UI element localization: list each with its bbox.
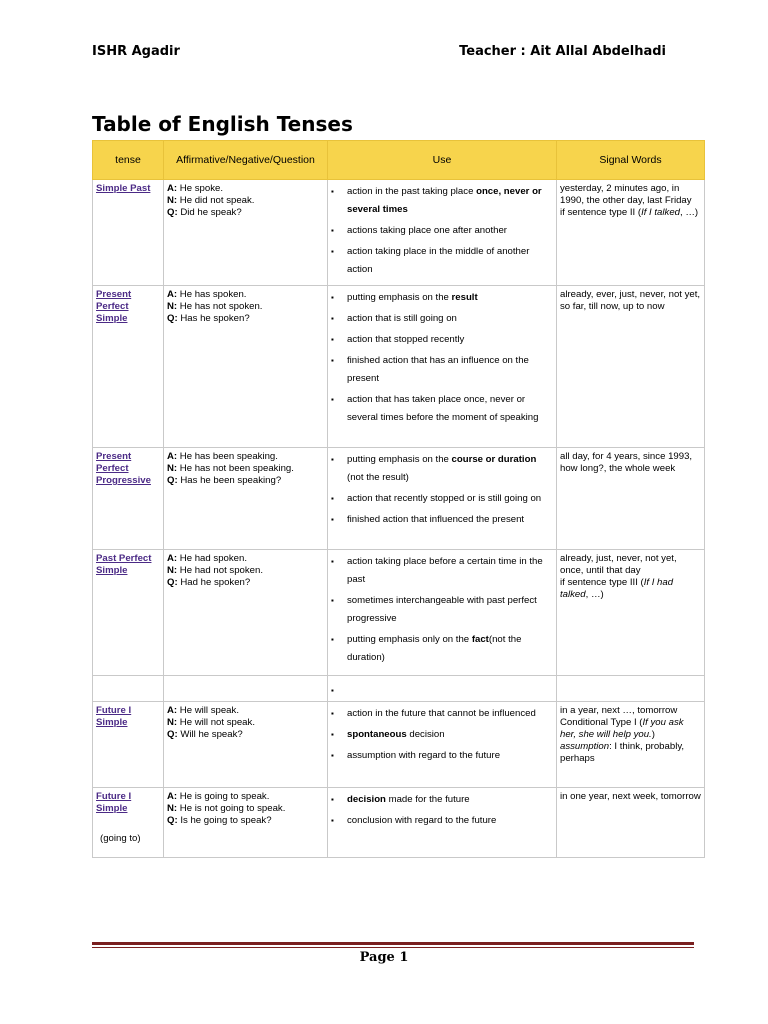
table-row [93,550,705,676]
forms-cell [164,180,328,286]
table-header-row [93,141,705,180]
form-line [167,577,324,589]
form-line [167,815,324,827]
use-emphasis: course or duration [451,454,537,465]
tense-note: (going to) [100,833,141,844]
signal-conditional-label: Conditional Type I ( [560,717,643,728]
tense-link[interactable]: Present Perfect Progressive [96,451,151,486]
signal-cell [557,676,705,702]
forms-cell [164,676,328,702]
use-item [331,705,553,723]
use-text: action taking place before a certain time in the past [347,556,543,585]
form-label: Q: [167,815,178,826]
signal-assumption [560,741,701,765]
signal-cell [557,448,705,550]
column-header-use: Use [328,141,557,180]
signal-words: yesterday, 2 minutes ago, in 1990, the other day, last Friday [560,183,692,206]
use-text: putting emphasis only on the [347,634,472,645]
form-line [167,705,324,717]
form-text: He is going to speak. [179,791,270,802]
form-line [167,717,324,729]
form-text: Had he spoken? [180,577,251,588]
form-text: He is not going to speak. [179,803,286,814]
forms-cell [164,788,328,858]
tense-link[interactable]: Past Perfect Simple [96,553,152,576]
signal-assumption-label: assumption [560,741,610,752]
signal-conditional-label: if sentence type II ( [560,207,642,218]
use-emphasis: decision [347,794,386,805]
use-item [331,352,553,388]
use-list [331,289,553,427]
signal-words: in a year, next …, tomorrow [560,705,678,716]
table-row [93,788,705,858]
table-row [93,286,705,448]
signal-conditional-end: , …) [585,589,604,600]
table-row [93,448,705,550]
forms-cell [164,448,328,550]
use-text: assumption with regard to the future [347,750,501,761]
signal-cell [557,286,705,448]
signal-words: all day, for 4 years, since 1993, how long?, the whole week [560,451,693,474]
page-number: Page 1 [359,950,409,965]
form-label: Q: [167,207,178,218]
form-line [167,195,324,207]
use-list [331,705,553,765]
signal-cell [557,788,705,858]
use-item [331,243,553,279]
use-item [331,747,553,765]
use-text: finished action that influenced the present [347,514,525,525]
form-line [167,463,324,475]
form-line [167,207,324,219]
form-text: Did he speak? [180,207,242,218]
use-text: action that has taken place once, never or several times before the moment of speaking [347,394,539,423]
form-text: He has spoken. [179,289,247,300]
use-cell [328,448,557,550]
column-header-forms: Affirmative/Negative/Question [164,141,328,180]
footer-rule-thin [92,947,694,948]
use-item [331,490,553,508]
use-list [331,553,553,667]
forms-cell [164,550,328,676]
form-text: He had not spoken. [179,565,264,576]
form-text: He had spoken. [179,553,247,564]
tense-cell [93,448,164,550]
use-item [331,631,553,667]
tense-cell [93,550,164,676]
form-line [167,301,324,313]
use-item [331,289,553,307]
use-item [331,791,553,809]
use-text: action that recently stopped or is still going on [347,493,542,504]
use-text-tail: (not the result) [347,472,409,483]
column-header-signal: Signal Words [557,141,705,180]
tense-link[interactable]: Future I Simple [96,791,132,814]
form-text: He has not spoken. [179,301,263,312]
form-label: A: [167,289,178,300]
use-emphasis: once, never or several times [347,186,542,215]
use-text: actions taking place one after another [347,225,508,236]
tense-cell [93,180,164,286]
form-label: A: [167,705,178,716]
tense-cell [93,286,164,448]
signal-cell [557,550,705,676]
use-item [331,812,553,830]
use-cell [328,788,557,858]
tenses-table [92,140,705,858]
footer-rule [92,942,694,945]
tense-cell [93,702,164,788]
form-line [167,451,324,463]
form-label: A: [167,553,178,564]
tense-link[interactable]: Future I Simple [96,705,132,728]
form-label: N: [167,463,178,474]
form-text: He spoke. [179,183,223,194]
use-text: putting emphasis on the [347,454,452,465]
forms-cell [164,286,328,448]
use-list [331,791,553,830]
signal-conditional [560,717,701,741]
form-text: Will he speak? [180,729,243,740]
table-row [93,702,705,788]
form-label: Q: [167,729,178,740]
form-text: Is he going to speak? [180,815,272,826]
use-cell [328,702,557,788]
signal-assumption-text: : I think, probably, perhaps [560,741,685,764]
use-text: action taking place in the middle of another action [347,246,530,275]
signal-conditional [560,577,701,601]
signal-words: in one year, next week, tomorrow [560,791,701,802]
signal-conditional [560,207,701,219]
signal-conditional-end: , …) [680,207,699,218]
form-label: N: [167,301,178,312]
form-line [167,803,324,815]
use-text: action that stopped recently [347,334,465,345]
form-text: He will not speak. [179,717,255,728]
signal-words: already, just, never, not yet, once, until that day [560,553,677,576]
use-text: putting emphasis on the [347,292,452,303]
signal-cell [557,180,705,286]
use-item [331,511,553,529]
use-list [331,451,553,529]
form-line [167,565,324,577]
form-line [167,475,324,487]
use-text-tail: (not the duration) [347,634,522,663]
use-text: conclusion with regard to the future [347,815,497,826]
signal-conditional-end: ) [651,729,655,740]
use-text: action in the past taking place [347,186,477,197]
form-label: Q: [167,577,178,588]
tense-cell [93,788,164,858]
forms-cell [164,702,328,788]
use-list [331,183,553,279]
use-text: finished action that has an influence on the present [347,355,529,384]
use-item [331,592,553,628]
use-item [331,310,553,328]
form-text: Has he been speaking? [180,475,282,486]
use-item [331,183,553,219]
use-text: action in the future that cannot be influenced [347,708,536,719]
use-text-tail: decision [406,729,445,740]
form-line [167,791,324,803]
signal-example: If I talked [641,207,680,218]
tense-link[interactable]: Present Perfect Simple [96,289,132,324]
use-item [331,331,553,349]
use-item [331,391,553,427]
form-label: N: [167,717,178,728]
column-header-tense: tense [93,141,164,180]
use-item [331,222,553,240]
signal-conditional-label: if sentence type III ( [560,577,644,588]
use-emphasis: result [451,292,478,303]
form-line [167,313,324,325]
use-emphasis: fact [471,634,489,645]
signal-cell [557,702,705,788]
use-emphasis: spontaneous [347,729,407,740]
signal-example: If you ask her, she will help you. [560,717,684,740]
form-text: He will speak. [179,705,239,716]
form-text: He did not speak. [179,195,255,206]
use-cell [328,286,557,448]
form-text: Has he spoken? [180,313,250,324]
form-text: He has been speaking. [179,451,278,462]
use-item [331,451,553,487]
use-cell [328,550,557,676]
form-label: A: [167,183,178,194]
page-title: Table of English Tenses [92,112,353,136]
use-text: sometimes interchangeable with past perfect progressive [347,595,537,624]
header-institution: ISHR Agadir [92,44,180,59]
table-row [93,180,705,286]
form-label: N: [167,565,178,576]
form-label: N: [167,195,178,206]
use-item [331,553,553,589]
header-teacher: Teacher : Ait Allal Abdelhadi [459,44,666,59]
tense-link[interactable]: Simple Past [96,183,151,194]
use-item [331,726,553,744]
form-label: N: [167,803,178,814]
use-text-tail: made for the future [385,794,470,805]
form-line [167,289,324,301]
form-label: Q: [167,313,178,324]
form-line [167,553,324,565]
signal-words: already, ever, just, never, not yet, so far, till now, up to now [560,289,701,312]
table-row [93,676,705,702]
form-label: Q: [167,475,178,486]
use-cell [328,180,557,286]
form-label: A: [167,791,178,802]
form-line [167,183,324,195]
tense-cell [93,676,164,702]
use-text: action that is still going on [347,313,457,324]
use-cell [328,676,557,702]
form-line [167,729,324,741]
signal-example: If I had talked [560,577,674,600]
form-label: A: [167,451,178,462]
form-text: He has not been speaking. [179,463,294,474]
